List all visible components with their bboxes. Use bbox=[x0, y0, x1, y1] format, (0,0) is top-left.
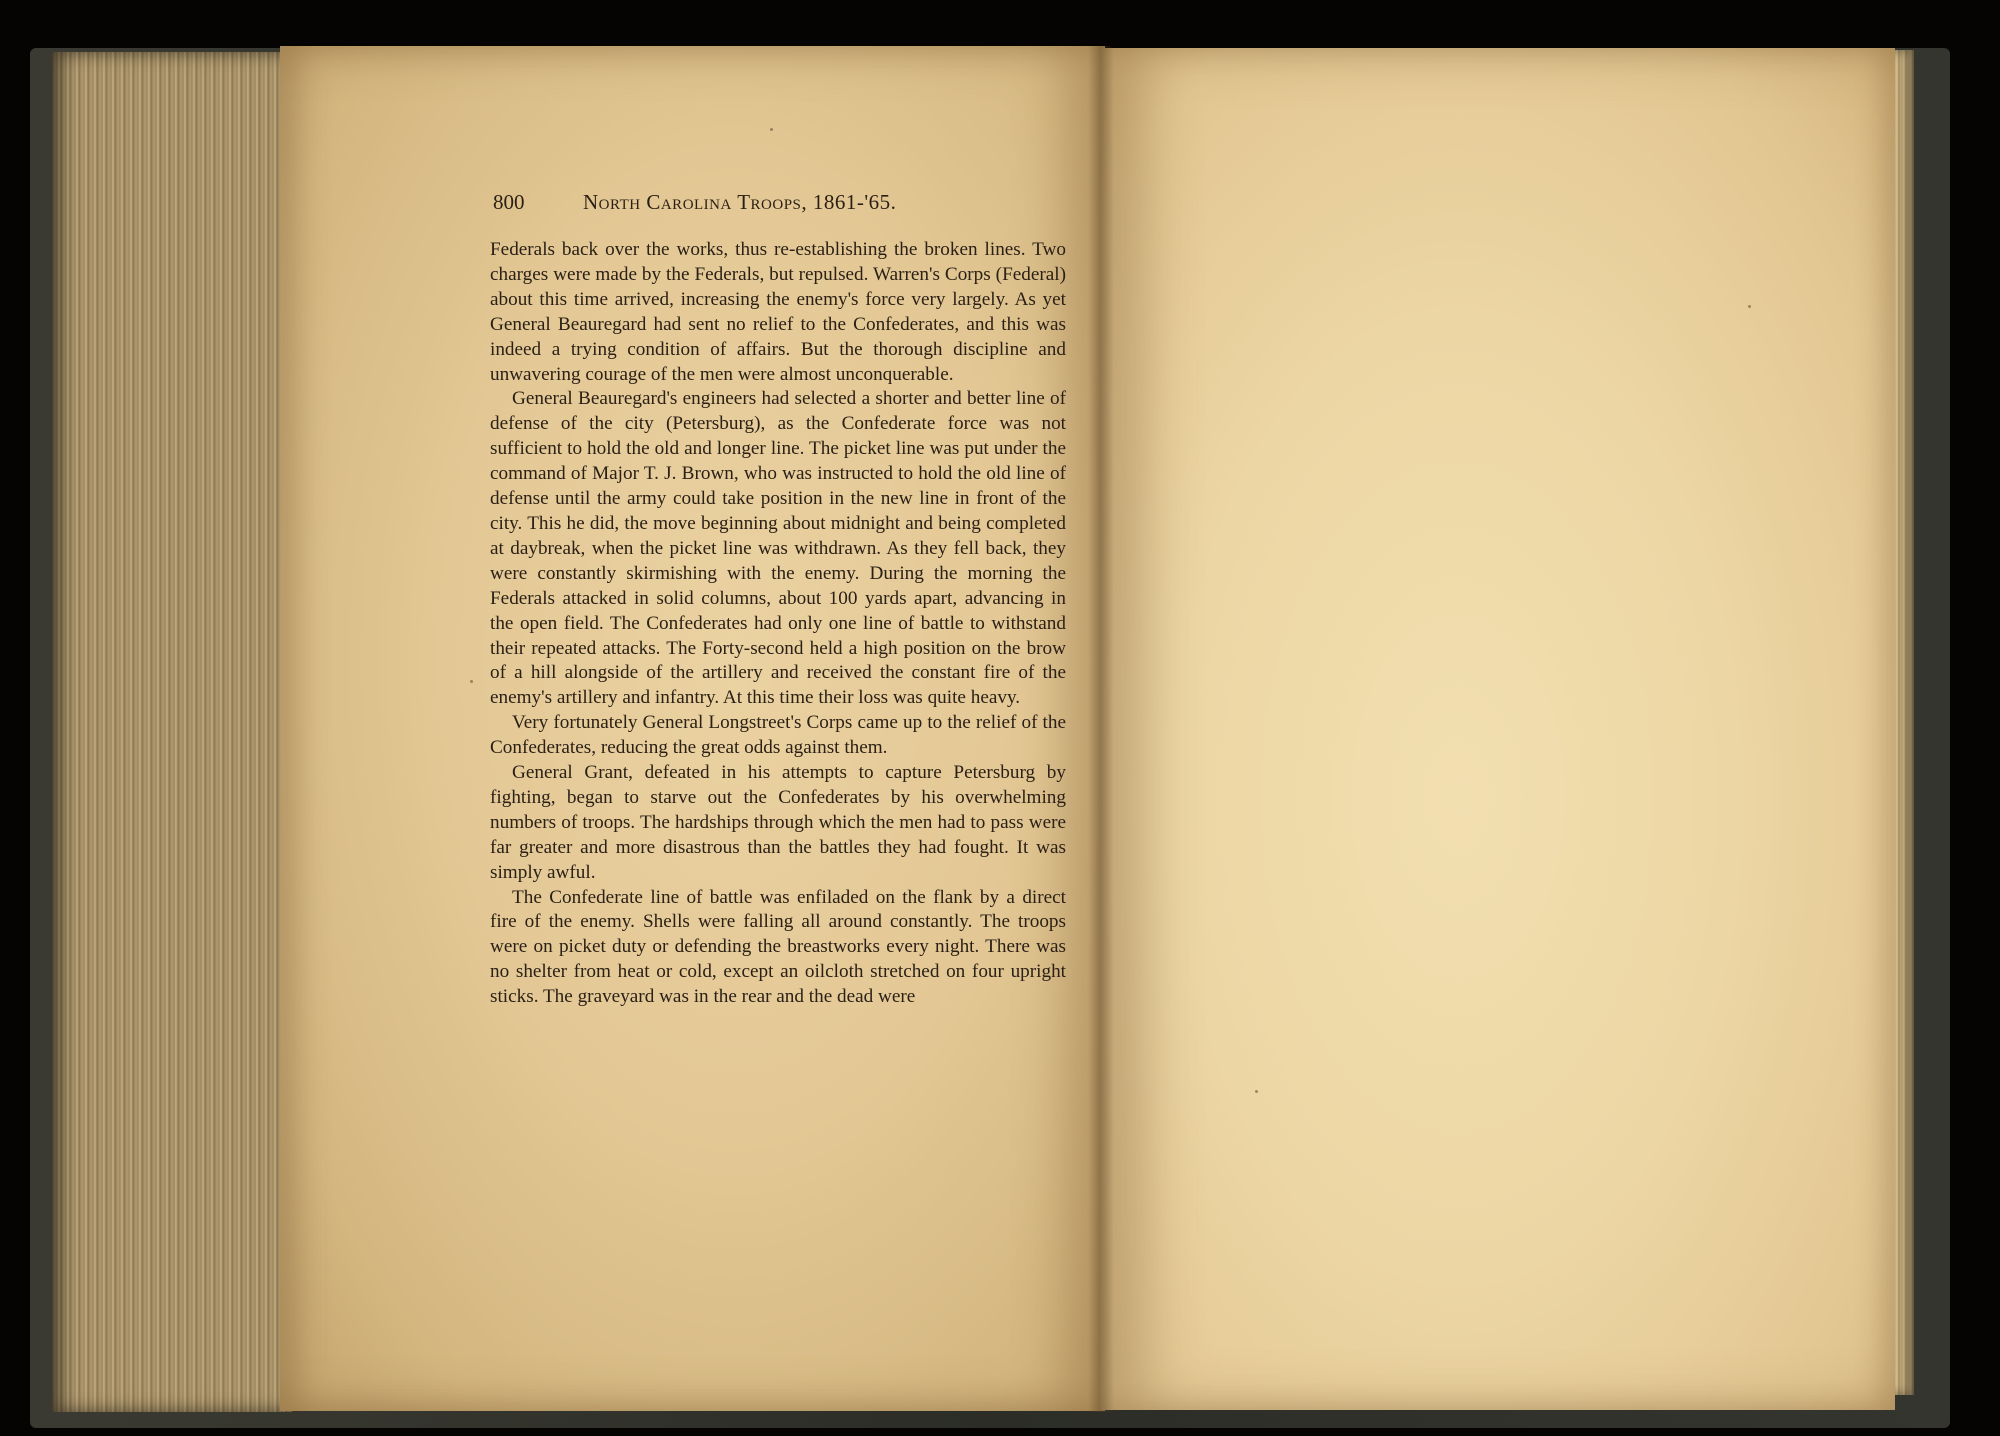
right-page-blank bbox=[1100, 48, 1895, 1410]
running-head-title: North Carolina Troops, 1861-'65. bbox=[583, 190, 897, 214]
paper-speck bbox=[470, 680, 473, 683]
running-head bbox=[493, 190, 1073, 220]
paragraph-3: Very fortunately General Longstreet's Corps came up to the relief of the Confederates, reducing the great odds against them. bbox=[490, 712, 1066, 759]
paragraph-1: Federals back over the works, thus re-establishing the broken lines. Two charges were made by the Federals, but repulsed. Warren's Corps (Federal) about this time arrived, increasing the enemy's force very largely. As yet General Beauregard had sent no relief to the Confederates, and this was indeed a trying condition of affairs. But the thorough discipline and unwavering courage of the men were almost unconquerable. bbox=[490, 239, 1066, 385]
paper-speck bbox=[1255, 1090, 1258, 1093]
body-text bbox=[490, 238, 1066, 1010]
paragraph-2: General Beauregard's engineers had selected a shorter and better line of defense of the city (Petersburg), as the Confederate force was not sufficient to hold the old and longer line. The picket line was put under the command of Major T. J. Brown, who was instructed to hold the old line of defense until the army could take position in the new line in front of the city. This he did, the move beginning about midnight and being completed at daybreak, when the picket line was withdrawn. As they fell back, they were constantly skirmishing with the enemy. During the morning the Federals attacked in solid columns, about 100 yards apart, advancing in the open field. The Confederates had only one line of battle to withstand their repeated attacks. The Forty-second held a high position on the brow of a hill alongside of the artillery and received the constant fire of the enemy's artillery and infantry. At this time their loss was quite heavy. bbox=[490, 388, 1066, 709]
paragraph-4: General Grant, defeated in his attempts to capture Petersburg by fighting, began to starve out the Confederates by his overwhelming numbers of troops. The hardships through which the men had to pass were far greater and more disastrous than the battles they had fought. It was simply awful. bbox=[490, 762, 1066, 883]
paper-speck bbox=[1748, 305, 1751, 308]
left-page-edges bbox=[52, 52, 292, 1412]
book-gutter bbox=[1088, 46, 1114, 1412]
paper-speck bbox=[770, 128, 773, 131]
paragraph-5: The Confederate line of battle was enfiladed on the flank by a direct fire of the enemy. Shells were falling all around constantly. The troops were on picket duty or defending the breastworks every night. There was no shelter from heat or cold, except an oilcloth stretched on four upright sticks. The graveyard was in the rear and the dead were bbox=[490, 886, 1066, 1008]
page-number: 800 bbox=[493, 190, 525, 214]
